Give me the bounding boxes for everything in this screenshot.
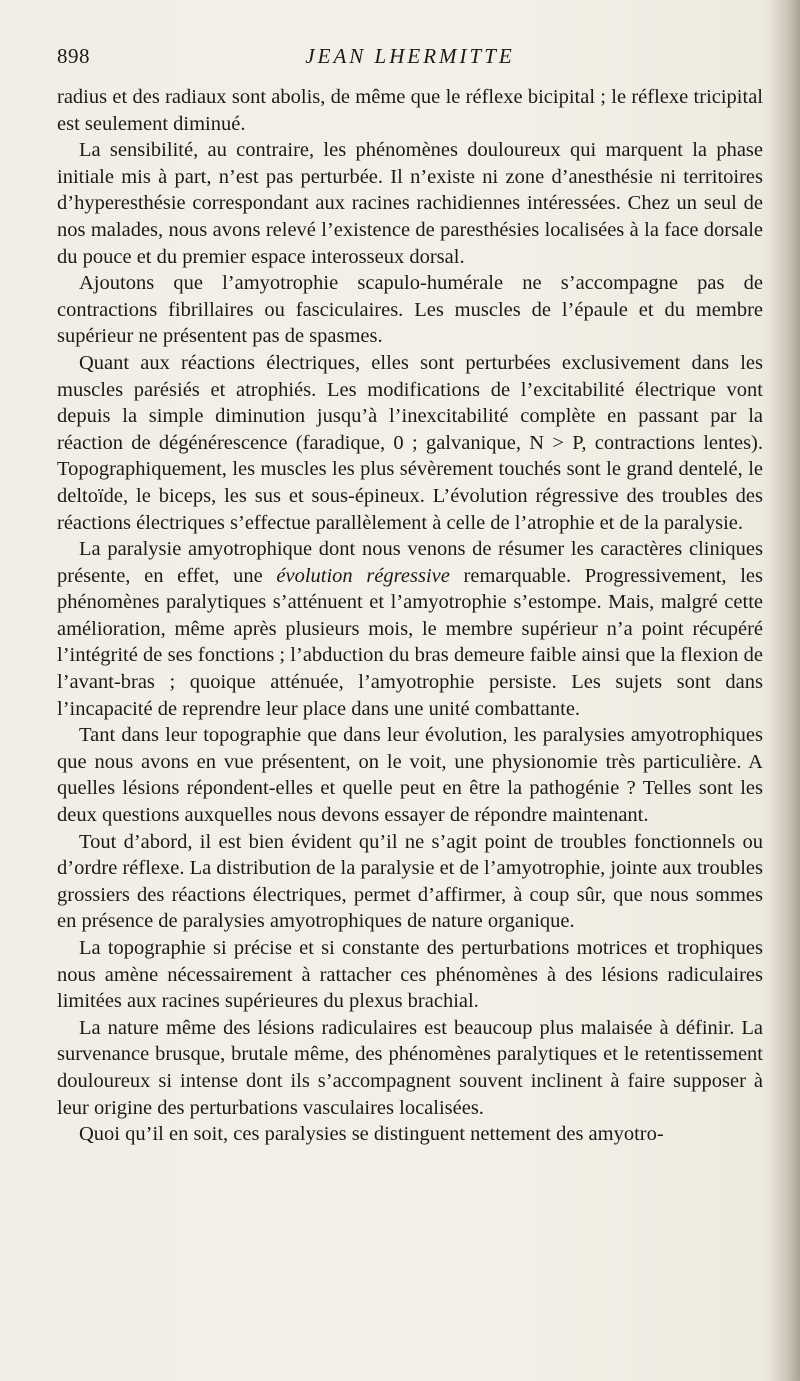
paragraph: Quant aux réactions électriques, elles sont perturbées exclusivement dans les muscles parésiés et atrophiés. Les modifications de l’excitabilité électrique vont depuis la simple diminution jusqu’à l’inexcitabilité complète en passant par la réaction de dégénérescence (faradique, 0 ; galvanique, N > P, contractions lentes). Topographiquement, les muscles les plus sévèrement touchés sont le grand dentelé, le deltoïde, le biceps, les sus et sous-épineux. L’évolution régressive des troubles des réactions électriques s’effectue parallèlement à celle de l’atrophie et de la paralysie. <box>57 351 763 534</box>
page-edge-shadow <box>770 0 800 1381</box>
paragraph-text: remarquable. Progressivement, les phénomènes paralytiques s’atténuent et l’amyotrophie s’estompe. Mais, malgré cette amélioration, même après plusieurs mois, le membre supérieur n’a point récupéré l’intégrité de ses fonctions ; l’abduction du bras demeure faible ainsi que la flexion de l’avant-bras ; quoique atténuée, l’amyotrophie persiste. Les sujets sont dans l’incapacité de reprendre leur place dans une unité combattante. <box>57 564 764 720</box>
emphasis-text: évolution régressive <box>276 564 450 587</box>
page-header <box>57 44 763 74</box>
page-number: 898 <box>57 44 90 68</box>
paragraph-text: La paralysie amyotrophique dont nous venons de résumer les caractères cliniques présente, en effet, une <box>57 538 763 587</box>
paragraph: Quoi qu’il en soit, ces paralysies se distinguent nettement des amyotro- <box>79 1123 664 1146</box>
body-text <box>57 84 763 1148</box>
paragraph: La sensibilité, au contraire, les phénomènes douloureux qui marquent la phase initiale mis à part, n’est pas perturbée. Il n’existe ni zone d’anesthésie ni territoires d’hyperesthésie correspondant aux racines rachidiennes intéressées. Chez un seul de nos malades, nous avons relevé l’existence de paresthésies localisées à la face dorsale du pouce et du premier espace interosseux dorsal. <box>57 139 763 268</box>
paragraph: La topographie si précise et si constante des perturbations motrices et trophiques nous amène nécessairement à rattacher ces phénomènes à des lésions radiculaires limitées aux racines supérieures du plexus brachial. <box>57 937 763 1013</box>
paragraph: radius et des radiaux sont abolis, de même que le réflexe bicipital ; le réflexe tricipital est seulement diminué. <box>57 86 763 135</box>
running-head: JEAN LHERMITTE <box>305 44 515 68</box>
paragraph <box>57 536 763 722</box>
paragraph: La nature même des lésions radiculaires est beaucoup plus malaisée à définir. La survenance brusque, brutale même, des phénomènes paralytiques et le retentissement douloureux si intense dont ils s’accompagnent souvent inclinent à faire supposer à leur origine des perturbations vasculaires localisées. <box>57 1016 763 1119</box>
paragraph: Ajoutons que l’amyotrophie scapulo-humérale ne s’accompagne pas de contractions fibrillaires ou fasciculaires. Les muscles de l’épaule et du membre supérieur ne présentent pas de spasmes. <box>57 272 763 348</box>
paragraph: Tant dans leur topographie que dans leur évolution, les paralysies amyotrophiques que nous avons en vue présentent, on le voit, une physionomie très particulière. A quelles lésions répondent-elles et quelle peut en être la pathogénie ? Telles sont les deux questions auxquelles nous devons essayer de répondre maintenant. <box>57 724 763 827</box>
paragraph: Tout d’abord, il est bien évident qu’il ne s’agit point de troubles fonctionnels ou d’ordre réflexe. La distribution de la paralysie et de l’amyotrophie, jointe aux troubles grossiers des réactions électriques, permet d’affirmer, à coup sûr, que nous sommes en présence de paralysies amyotrophiques de nature organique. <box>57 830 763 933</box>
